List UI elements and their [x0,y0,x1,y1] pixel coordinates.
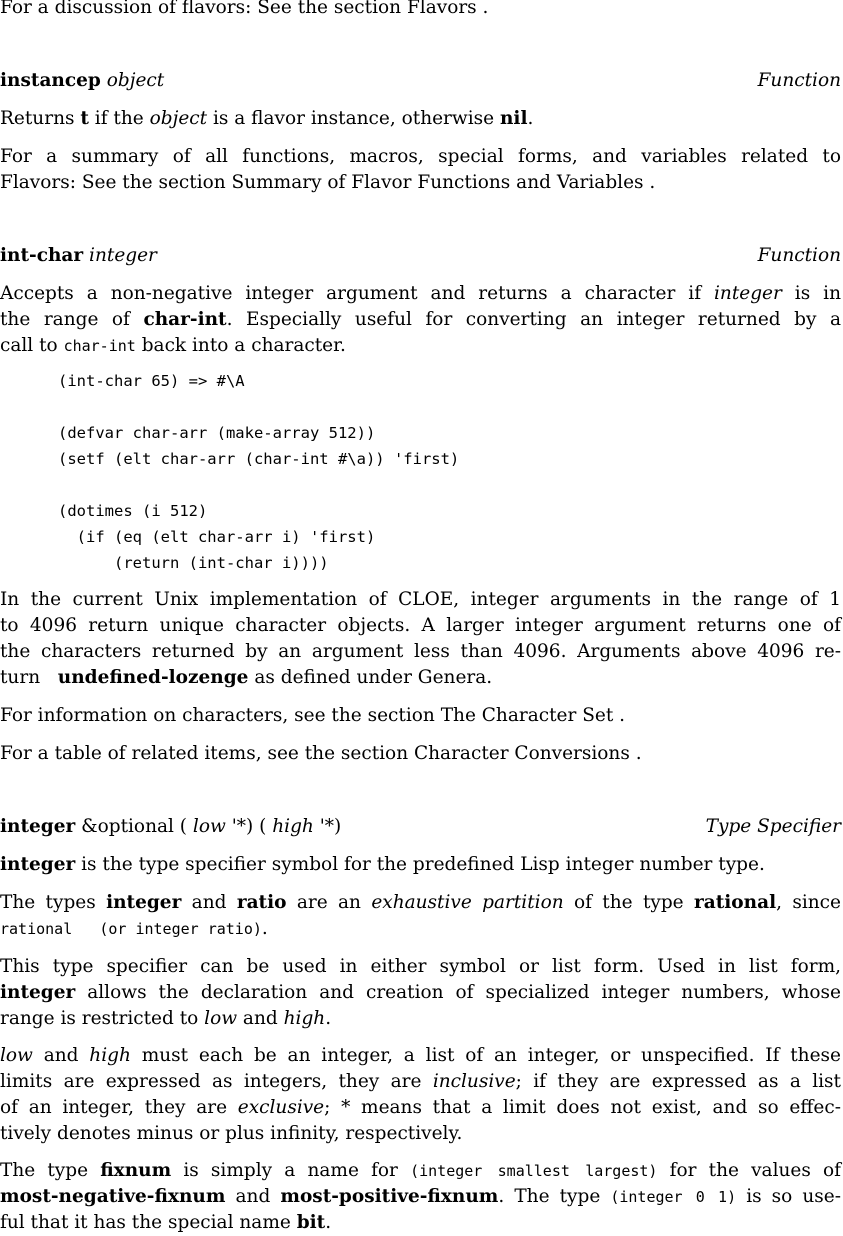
instancep-description: Returns t if the object is a flavor instance, otherwise nil. [0,108,534,129]
integer-form-line-1: This type specifier can be used in either symbol or list form. Used in list form, [0,956,841,977]
integer-types-line-1: The types integer and ratio are an exhaustive partition of the type rational, since [0,892,841,913]
int-char-header [0,243,841,269]
int-char-cloe-line-1: In the current Unix implementation of CLOE, integer arguments in the range of 1 [0,589,841,610]
entry-args: object [106,70,165,91]
integer-types-line-2: rational (or integer ratio). [0,918,268,939]
integer-limits-line-2: limits are expressed as integers, they are inclusive; if they are expressed as a list [0,1071,841,1092]
code-line: (setf (elt char-arr (char-int #\a)) 'first) [58,450,460,468]
integer-fixnum-line-2: most-negative-fixnum and most-positive-fixnum. The type (integer 0 1) is so use- [0,1186,841,1207]
entry-kind: Function [757,245,841,266]
entry-kind: Type Specifier [705,816,841,837]
intro-text: For a discussion of flavors: See the section Flavors . [0,0,489,18]
integer-limits-line-4: tively denotes minus or plus infinity, respectively. [0,1123,463,1144]
int-char-cloe-line-2: to 4096 return unique character objects. A larger integer argument returns one of [0,615,841,636]
integer-fixnum-line-1: The type fixnum is simply a name for (integer smallest largest) for the values of [0,1160,842,1181]
code-line: (return (int-char i)))) [58,554,329,572]
instancep-summary-line-2: Flavors: See the section Summary of Flavor Functions and Variables . [0,172,656,193]
int-char-characters-ref: For information on characters, see the section The Character Set . [0,705,626,726]
entry-name: int-char [0,245,84,266]
int-char-cloe-line-3: the characters returned by an argument less than 4096. Arguments above 4096 re- [0,641,841,662]
integer-limits-line-1: low and high must each be an integer, a list of an integer, or unspecified. If these [0,1045,841,1066]
integer-description: integer is the type specifier symbol for the predefined Lisp integer number type. [0,854,765,875]
int-char-desc-line-2: the range of char-int. Especially useful for converting an integer returned by a [0,309,841,330]
code-line: (dotimes (i 512) [58,502,208,520]
instancep-header [0,68,841,94]
entry-name: instancep [0,70,101,91]
entry-name: integer [0,816,76,837]
int-char-desc-line-3: call to char-int back into a character. [0,335,346,356]
code-line: (int-char 65) => #\A [58,372,245,390]
code-line: (defvar char-arr (make-array 512)) [58,424,376,442]
entry-kind: Function [757,70,841,91]
integer-limits-line-3: of an integer, they are exclusive; * means that a limit does not exist, and so effec- [0,1097,841,1118]
entry-args: integer [89,245,157,266]
int-char-desc-line-1: Accepts a non-negative integer argument and returns a character if integer is in [0,283,841,304]
integer-fixnum-line-3: ful that it has the special name bit. [0,1212,332,1233]
integer-form-line-2: integer allows the declaration and creation of specialized integer numbers, whose [0,982,841,1003]
integer-form-line-3: range is restricted to low and high. [0,1008,332,1029]
code-line: (if (eq (elt char-arr i) 'first) [58,528,376,546]
int-char-cloe-line-4: turn undefined-lozenge as defined under Genera. [0,667,493,688]
instancep-summary-line-1: For a summary of all functions, macros, special forms, and variables related to [0,146,841,167]
integer-header: integer &optional ( low '*) ( high '*) Type Specifier [0,814,841,840]
int-char-conversions-ref: For a table of related items, see the section Character Conversions . [0,743,642,764]
